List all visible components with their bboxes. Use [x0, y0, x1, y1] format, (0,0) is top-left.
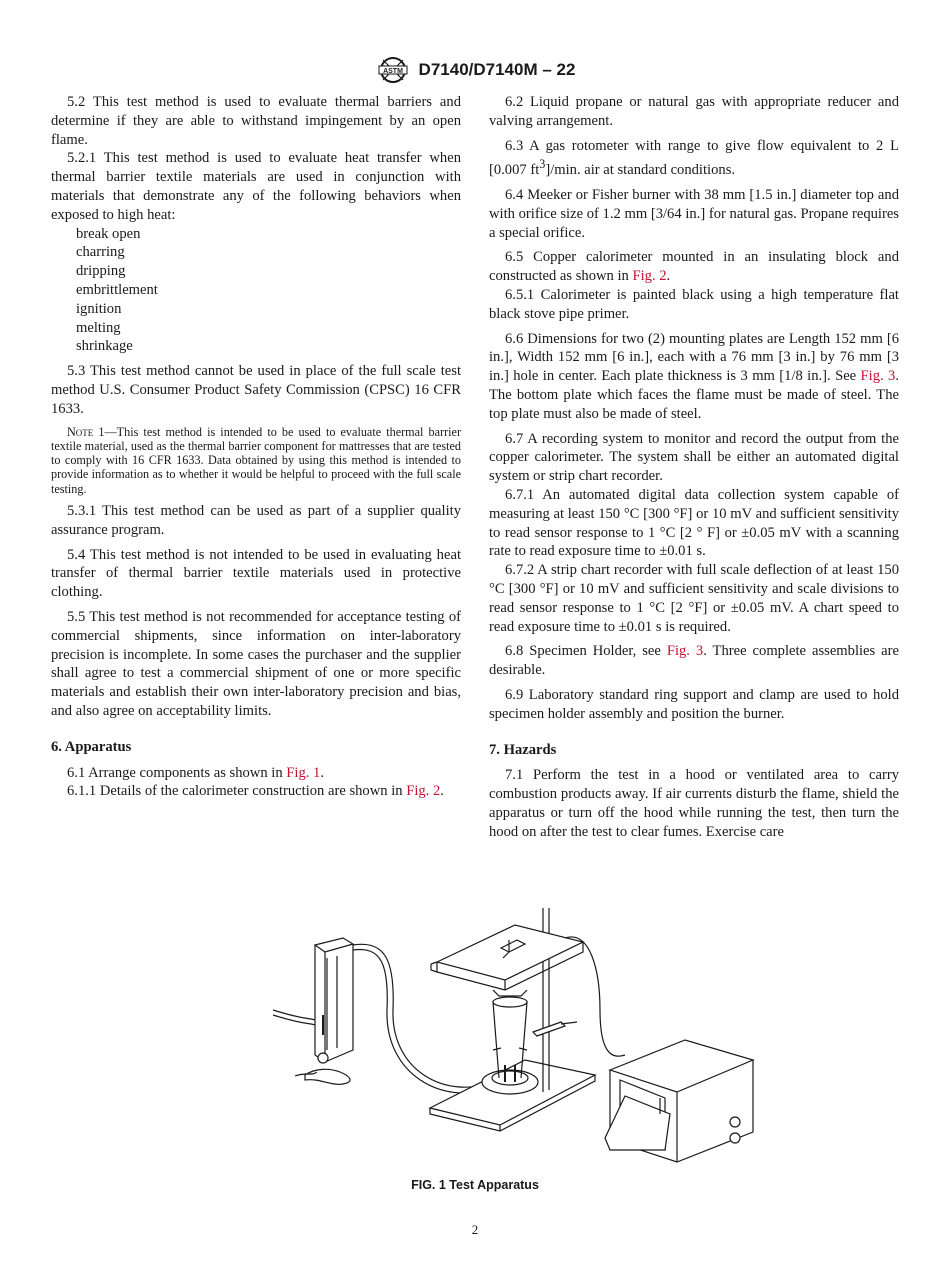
list-item: charring — [76, 244, 125, 261]
paragraph-6-3: 6.3 A gas rotometer with range to give flow equivalent to 2 L [0.007 $ft^3]/\min$. air at standard conditions. — [489, 137, 899, 179]
page-header — [0, 54, 950, 86]
superscript: 3 — [539, 157, 546, 172]
specimen-holder-icon — [431, 925, 583, 996]
paragraph-6-9: 6.9 Laboratory standard ring support and clamp are used to hold specimen holder assembly and position the burner. — [489, 686, 899, 722]
note-1 — [51, 425, 461, 496]
figure-caption: FIG. 1 Test Apparatus — [411, 1178, 539, 1192]
paragraph-6-8: 6.8 Specimen Holder, see Fig. 3. Three complete assemblies are desirable. — [489, 643, 899, 679]
paragraph-6-5: 6.5 Copper calorimeter mounted in an insulating block and constructed as shown in Fig. 2. — [489, 249, 899, 285]
paragraph-6-2: 6.2 Liquid propane or natural gas with appropriate reducer and valving arrangement. — [489, 94, 899, 129]
left-column — [51, 93, 461, 801]
page-number: 2 — [471, 1222, 479, 1237]
note-text: —This test method is intended to be used to evaluate thermal barrier textile material, used as the thermal barrier component for mattresses that are tested to comply with 16 CFR 1633. Data obtained by using this method is intended to provide information as to whether it would be helpful to proceed with the full scale testing. — [51, 424, 462, 496]
list-item: shrinkage — [76, 338, 133, 355]
list-item: embrittlement — [76, 281, 158, 298]
strip-chart-recorder-icon — [605, 1040, 753, 1162]
paragraph-6-7-1: 6.7.1 An automated digital data collection system capable of measuring at least 150 °C [300 °F] or 10 mV and sufficient sensitivity to read sensor response to 1 °C [2 ° F] or ±0.05 mV with a scanning rate to read exposure time to ±0.01 s. — [489, 487, 899, 560]
paragraph-5-2: 5.2 This test method is used to evaluate thermal barriers and determine if they are able to withstand impingement by an open flame. — [51, 94, 461, 148]
behavior-list — [51, 225, 461, 357]
fig-2-link[interactable]: Fig. 2 — [406, 783, 441, 800]
paragraph-6-6: 6.6 Dimensions for two (2) mounting plates are Length 152 mm [6 in.], Width 152 mm [6 in.], each with a 76 mm [3 in.] by 76 mm [3 in.] hole in center. Each plate thickness is 3 mm [1/8 in.]. See Fig. 3. The bottom plate which faces the flame must be made of steel. The top plate must also be made of steel. — [489, 330, 900, 422]
note-label: Note 1 — [67, 424, 105, 439]
document-designation: D7140/D7140M – 22 — [418, 60, 576, 79]
test-apparatus-illustration — [265, 900, 755, 1175]
fig-3-link[interactable]: Fig. 3 — [860, 368, 896, 385]
paragraph-5-2-1: 5.2.1 This test method is used to evaluate heat transfer when thermal barrier textile materials are used in conjunction with materials that demonstrate any of the following behaviors when exposed to high heat: — [51, 150, 461, 223]
right-column — [489, 93, 899, 842]
list-item: melting — [76, 319, 121, 336]
list-item: break open — [76, 225, 141, 242]
rotometer-icon — [273, 938, 353, 1084]
list-item: ignition — [76, 300, 122, 317]
paragraph-6-7-2: 6.7.2 A strip chart recorder with full scale deflection of at least 150 °C [300 °F] or 10 mV and sufficient sensitivity and scale divisions to read sensor response to 1 °C [2 °F] or ±0.05 mV. A chart speed to read exposure time to ±0.01 s is required. — [489, 562, 899, 635]
fig-3-link[interactable]: Fig. 3 — [666, 643, 704, 660]
paragraph-6-5-1: 6.5.1 Calorimeter is painted black using a high temperature flat black stove pipe primer. — [489, 287, 899, 322]
fig-2-link[interactable]: Fig. 2 — [632, 268, 667, 285]
burner-icon — [482, 997, 538, 1094]
fig-1-link[interactable]: Fig. 1 — [286, 764, 321, 781]
paragraph-7-1: 7.1 Perform the test in a hood or ventilated area to carry combustion products away. If air currents disturb the flame, shield the apparatus or turn off the hood while running the test, then turn the hood on after the test to clear fumes. Exercise care — [489, 767, 899, 840]
paragraph-6-1-1: 6.1.1 Details of the calorimeter construction are shown in Fig. 2. — [67, 783, 444, 800]
section-6-heading: 6. Apparatus — [51, 738, 132, 755]
paragraph-5-3-1: 5.3.1 This test method can be used as part of a supplier quality assurance program. — [51, 503, 461, 538]
paragraph-5-5: 5.5 This test method is not recommended for acceptance testing of commercial shipments, since information on inter-laboratory precision is incomplete. In some cases the purchaser and the supplier shall agree to test a commercial shipment of one or more specific materials and establish their own inter-laboratory precision and bias, and also agree on acceptability limits. — [51, 609, 461, 719]
astm-logo-icon — [375, 54, 411, 86]
paragraph-6-1: 6.1 Arrange components as shown in Fig. 1. — [67, 764, 324, 781]
section-7-heading: 7. Hazards — [489, 741, 557, 758]
paragraph-5-4: 5.4 This test method is not intended to be used in evaluating heat transfer of thermal barrier textile materials used in protective clothing. — [51, 546, 461, 601]
paragraph-6-4: 6.4 Meeker or Fisher burner with 38 mm [1.5 in.] diameter top and with orifice size of 1.2 mm [3/64 in.] for natural gas. Propane requires a special orifice. — [489, 187, 899, 241]
svg-text:ASTM: ASTM — [382, 68, 403, 75]
list-item: dripping — [76, 263, 126, 280]
paragraph-6-7: 6.7 A recording system to monitor and record the output from the copper calorimeter. The system shall be either an automated digital system or strip chart recorder. — [489, 430, 899, 485]
paragraph-5-3: 5.3 This test method cannot be used in place of the full scale test method U.S. Consumer Product Safety Commission (CPSC) 16 CFR 1633. — [51, 363, 461, 417]
